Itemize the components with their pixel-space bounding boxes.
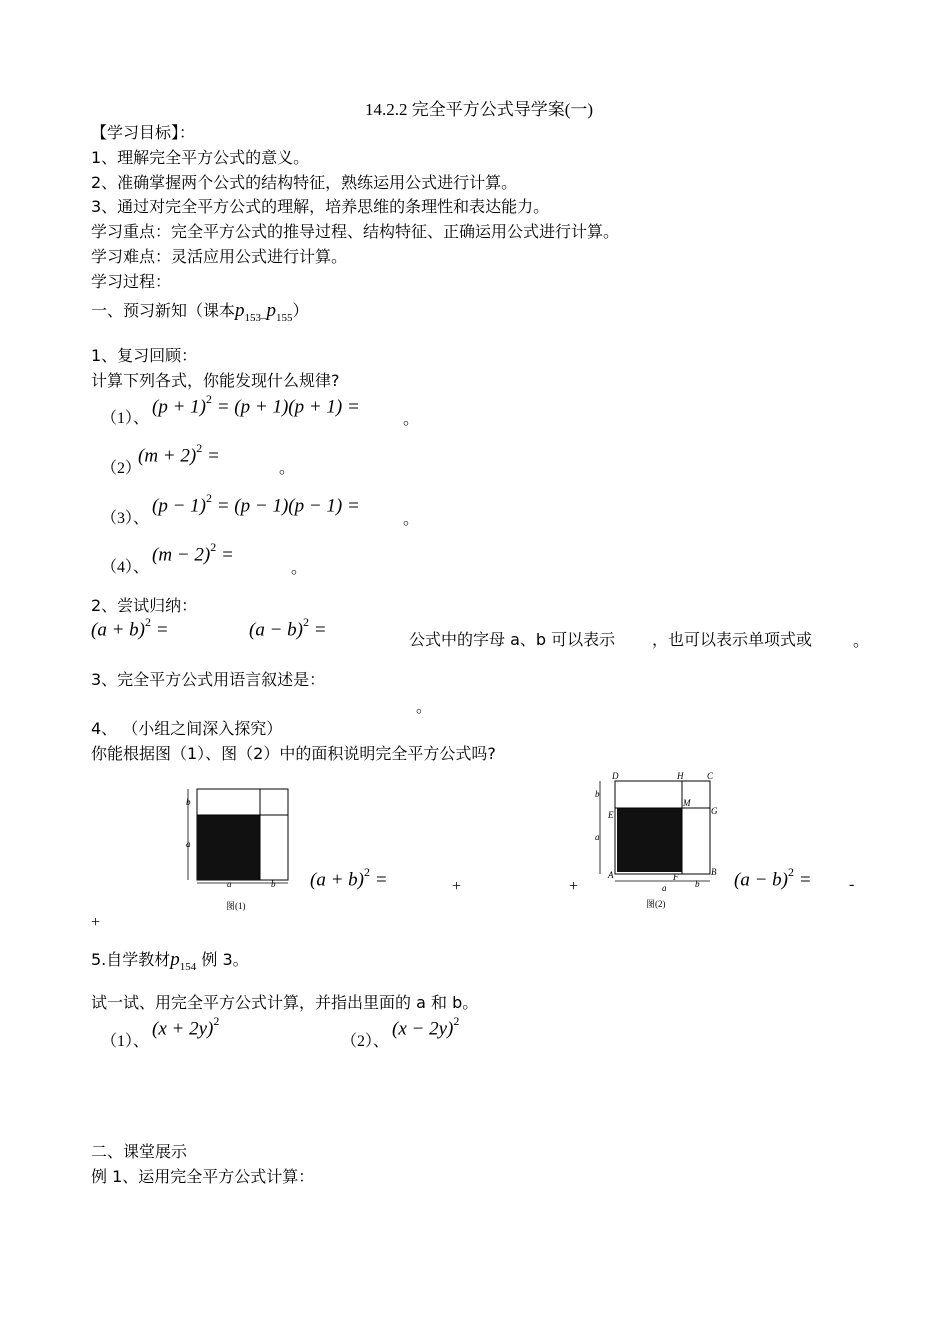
review-item-4-formula: $(m - 2)^2$ = xyxy=(152,540,234,566)
group-question: 你能根据图（1）、图（2）中的面积说明完全平方公式吗? xyxy=(91,744,496,763)
preview-line xyxy=(91,298,309,324)
fig2-label-D: D xyxy=(612,771,619,781)
review-item-2-formula: $(m + 2)^2$ = xyxy=(138,441,220,467)
fig2-label-b-bottom: b xyxy=(695,879,700,889)
fig2-label-G: G xyxy=(711,806,718,816)
preview-label: 一、预习新知（课本 xyxy=(91,301,236,320)
induction-note-a: 公式中的字母 a、b 可以表示 xyxy=(409,630,616,649)
fig-plus-3: + xyxy=(91,914,101,931)
fig-eq-2: $(a - b)^2$ = xyxy=(734,865,812,891)
fig-plus-2: + xyxy=(569,878,579,895)
fig2-label-H: H xyxy=(677,771,684,781)
induction-heading: 2、尝试归纳： xyxy=(91,596,198,615)
review-item-1-num: （1）、 xyxy=(101,410,150,427)
fig1-label-a-left: a xyxy=(186,839,191,849)
review-item-4-num: （4）、 xyxy=(101,559,150,576)
verbal-heading: 3、完全平方公式用语言叙述是： xyxy=(91,670,326,689)
group-heading: 4、 （小组之间深入探究） xyxy=(91,719,283,738)
review-item-2-end: 。 xyxy=(279,458,296,477)
review-item-2-num: （2） xyxy=(101,460,142,477)
review-item-1-end: 。 xyxy=(403,409,420,428)
fig-plus-1: + xyxy=(452,878,462,895)
figure-2 xyxy=(590,768,725,912)
fig1-caption: 图(1) xyxy=(226,901,246,911)
induction-formula-1: $(a + b)^2$ = xyxy=(91,615,169,641)
verbal-end: 。 xyxy=(416,697,433,716)
review-item-3-formula: $(p - 1)^2 = (p - 1)(p - 1)$ = xyxy=(152,491,360,517)
preview-close: ） xyxy=(292,301,309,320)
page-title: 14.2.2 完全平方公式导学案(一) xyxy=(365,100,594,119)
page-ref-start: $p_{153-}$ xyxy=(235,300,267,324)
fig2-shaded-square xyxy=(617,808,682,872)
objective-2: 2、准确掌握两个公式的结构特征，熟练运用公式进行计算。 xyxy=(91,173,518,192)
try-item-2-num: （2）、 xyxy=(341,1033,390,1050)
fig2-label-a-bottom: a xyxy=(662,883,667,893)
fig-eq-1: $(a + b)^2$ = xyxy=(310,865,388,891)
fig1-shaded-square xyxy=(197,815,260,880)
process-label: 学习过程： xyxy=(91,272,172,291)
fig1-label-b-bottom: b xyxy=(271,879,276,889)
fig2-label-F: F xyxy=(673,872,679,882)
review-item-3-num: （3）、 xyxy=(101,510,150,527)
fig2-label-A: A xyxy=(608,870,614,880)
fig1-label-b-left: b xyxy=(186,797,191,807)
review-question: 计算下列各式，你能发现什么规律? xyxy=(91,371,340,390)
fig2-label-b-left: b xyxy=(595,789,600,799)
fig2-label-C: C xyxy=(707,771,714,781)
review-item-1-formula: $(p + 1)^2 = (p + 1)(p + 1)$ = xyxy=(152,392,360,418)
objective-1: 1、理解完全平方公式的意义。 xyxy=(91,148,310,167)
self-study-label: 5.自学教材 xyxy=(91,950,171,969)
fig2-label-M: M xyxy=(683,798,691,808)
fig2-label-a-left: a xyxy=(595,832,600,842)
key-point: 学习重点：完全平方公式的推导过程、结构特征、正确运用公式进行计算。 xyxy=(91,222,620,241)
fig2-caption: 图(2) xyxy=(646,899,666,909)
fig1-label-a-bottom: a xyxy=(227,879,232,889)
self-study-example: 例 3。 xyxy=(201,950,249,969)
review-heading: 1、复习回顾： xyxy=(91,346,198,365)
objective-3: 3、通过对完全平方公式的理解，培养思维的条理性和表达能力。 xyxy=(91,197,550,216)
section-2-heading: 二、课堂展示 xyxy=(91,1142,188,1161)
self-study-page: $p_{154}$ xyxy=(170,949,197,973)
try-item-2-formula: $(x - 2y)^2$ xyxy=(392,1014,460,1040)
fig-minus: - xyxy=(849,876,855,893)
induction-formula-2: $(a - b)^2$ = xyxy=(249,615,327,641)
induction-note-end: 。 xyxy=(853,631,870,650)
fig2-label-E: E xyxy=(608,810,614,820)
figure-1 xyxy=(178,783,298,918)
difficulty: 学习难点：灵活应用公式进行计算。 xyxy=(91,247,348,266)
induction-note-b: ，也可以表示单项式或 xyxy=(652,630,813,649)
try-item-1-formula: $(x + 2y)^2$ xyxy=(152,1014,220,1040)
try-item-1-num: （1）、 xyxy=(101,1033,150,1050)
example-1: 例 1、运用完全平方公式计算： xyxy=(91,1167,315,1186)
objectives-header: 【学习目标】： xyxy=(91,123,196,142)
page-ref-end: $p_{155}$ xyxy=(266,300,293,324)
self-study-line xyxy=(91,947,249,973)
try-text: 试一试、用完全平方公式计算，并指出里面的 a 和 b。 xyxy=(91,993,479,1012)
review-item-4-end: 。 xyxy=(291,558,308,577)
review-item-3-end: 。 xyxy=(403,509,420,528)
fig2-label-B: B xyxy=(711,867,717,877)
